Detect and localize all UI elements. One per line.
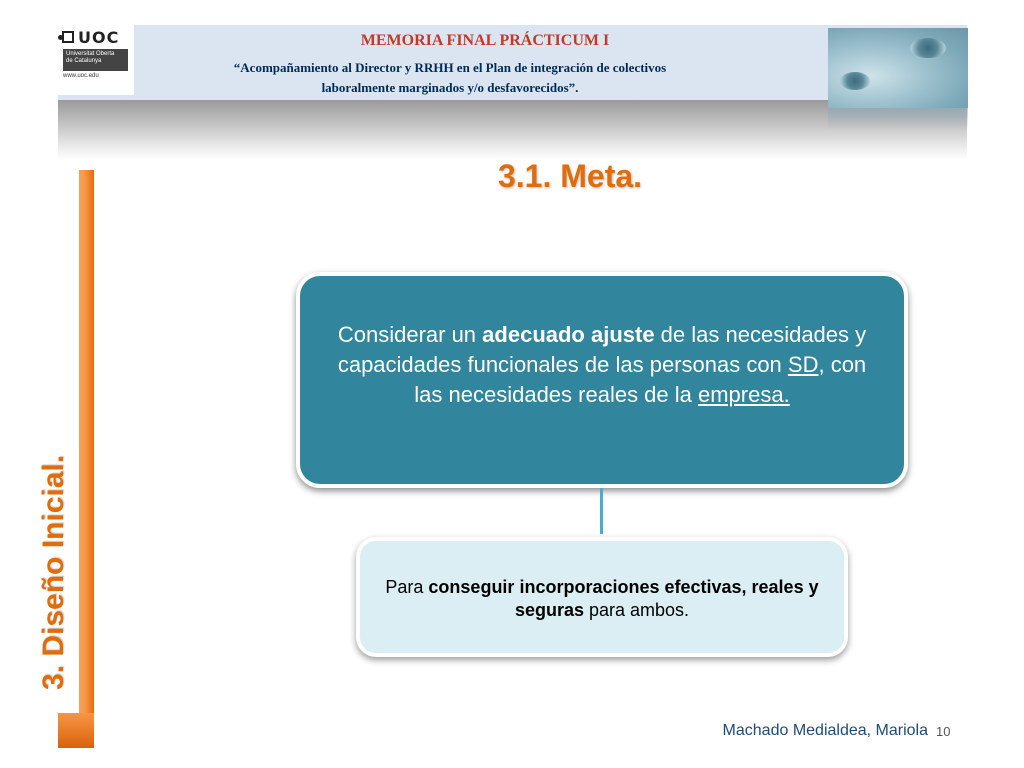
sd-link[interactable]: SD: [787, 352, 819, 377]
uoc-logo-subtitle: [63, 49, 128, 71]
uoc-logo-word: UOC: [78, 27, 120, 47]
header-photo: [828, 28, 968, 108]
side-accent-bar-foot: [58, 713, 94, 748]
page-number: 10: [936, 724, 951, 739]
header-subtitle: [140, 58, 760, 98]
side-accent-bar: [79, 170, 94, 748]
empresa-link[interactable]: empresa.: [698, 382, 790, 407]
goal-text-part2: de las necesidades y capacidades funcionales de las personas con: [337, 322, 867, 377]
purpose-text-part2: para ambos.: [583, 600, 690, 620]
purpose-box: [356, 537, 848, 657]
goal-text-bold: adecuado ajuste: [482, 322, 655, 347]
slide-title: 3.1. Meta.: [497, 158, 643, 194]
goal-box: [296, 272, 908, 488]
uoc-logo-subtitle-line1: Universitat Oberta: [66, 51, 115, 57]
uoc-logo-mark: [62, 28, 130, 46]
uoc-logo-icon: [62, 31, 74, 43]
header-photo-reflection: [828, 108, 968, 130]
footer-author: Machado Medialdea, Mariola: [722, 722, 928, 739]
photo-eye-right: [910, 38, 946, 58]
photo-eye-left: [840, 72, 870, 90]
uoc-logo-url: www.uoc.edu: [63, 73, 99, 79]
uoc-logo-subtitle-line2: de Catalunya: [66, 58, 102, 64]
purpose-text-bold: conseguir incorporaciones efectivas, reales y seguras: [428, 577, 819, 620]
header-title: MEMORIA FINAL PRÁCTICUM I: [360, 32, 610, 49]
connector-line: [600, 488, 603, 534]
header-subtitle-line1: “Acompañamiento al Director y RRHH en el Plan de integración de colectivos: [233, 60, 667, 75]
purpose-text-part1: Para: [385, 577, 429, 597]
goal-text-part3: , con las necesidades reales de la: [414, 352, 867, 407]
goal-text-part1: Considerar un: [337, 322, 483, 347]
section-label: 3. Diseño Inicial.: [37, 454, 70, 690]
header-subtitle-line2: laboralmente marginados y/o desfavorecidos”.: [321, 80, 579, 95]
